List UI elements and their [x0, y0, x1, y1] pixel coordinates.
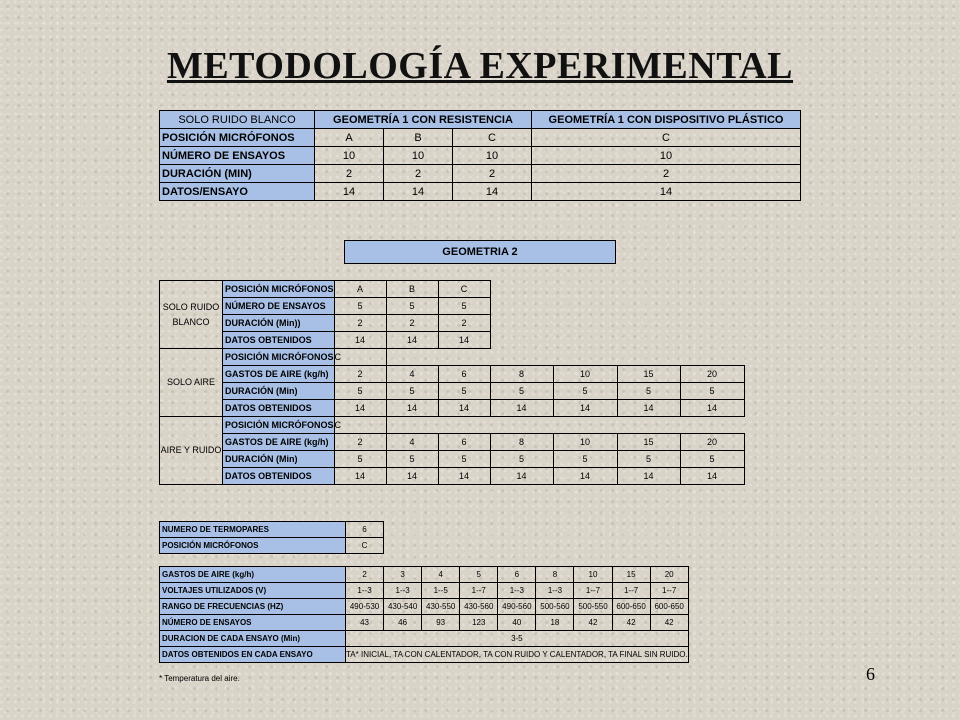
table-cell: 14: [386, 332, 438, 349]
table-cell: C: [438, 281, 490, 298]
empty-cell: [617, 349, 680, 366]
table-cell: 2: [438, 315, 490, 332]
table-row: [160, 147, 801, 165]
empty-cell: [438, 349, 490, 366]
table-cell: 4: [386, 366, 438, 383]
row-label: GASTOS DE AIRE (kg/h): [223, 366, 335, 383]
table-cell: 5: [334, 383, 386, 400]
table-cell: 123: [460, 615, 498, 631]
table-cell: 5: [438, 383, 490, 400]
table-cell: 10: [553, 366, 617, 383]
row-label: POSICIÓN MICRÓFONOS: [160, 129, 315, 147]
table-cell: 5: [553, 451, 617, 468]
table-cell: 42: [612, 615, 650, 631]
row-label: DATOS/ENSAYO: [160, 183, 315, 201]
table-cell: 14: [532, 183, 801, 201]
empty-cell: [490, 417, 553, 434]
row-label: DATOS OBTENIDOS: [223, 468, 335, 485]
table-row: [160, 468, 745, 485]
empty-cell: [680, 332, 744, 349]
empty-cell: [680, 417, 744, 434]
table-cell: 4: [386, 434, 438, 451]
table-cell: 5: [438, 298, 490, 315]
table-cell: 5: [490, 383, 553, 400]
table-cell: 8: [490, 366, 553, 383]
geometria-2-header: GEOMETRIA 2: [344, 240, 616, 264]
table-cell: C: [346, 538, 384, 554]
table-row: [160, 647, 689, 663]
row-label: DURACION DE CADA ENSAYO (Min): [160, 631, 346, 647]
table-cell: 14: [553, 468, 617, 485]
table-cell: 5: [386, 298, 438, 315]
table-cell: 600-650: [650, 599, 688, 615]
table-row: [160, 383, 745, 400]
table-cell: 2: [532, 165, 801, 183]
table-row: [160, 165, 801, 183]
table-cell: 15: [617, 434, 680, 451]
table-cell: 15: [617, 366, 680, 383]
table-cell: 14: [386, 468, 438, 485]
table-cell: 430-540: [384, 599, 422, 615]
table-cell: 18: [536, 615, 574, 631]
empty-cell: [490, 349, 553, 366]
table-row: [160, 615, 689, 631]
table-cell: 14: [334, 400, 386, 417]
table-cell: 14: [617, 468, 680, 485]
empty-cell: [680, 349, 744, 366]
group-label: SOLO AIRE: [160, 349, 223, 417]
table-cell: 5: [680, 451, 744, 468]
row-label: DURACIÓN (MIN): [160, 165, 315, 183]
table-cell: 5: [680, 383, 744, 400]
empty-cell: [617, 315, 680, 332]
table-cell: 46: [384, 615, 422, 631]
row-label: DURACIÓN (Min): [223, 383, 335, 400]
table-cell: 14: [490, 400, 553, 417]
table-cell: 5: [334, 451, 386, 468]
table-cell: C: [334, 349, 386, 366]
table-row: [160, 417, 745, 434]
empty-cell: [490, 298, 553, 315]
table-cell: 5: [386, 451, 438, 468]
table-cell: 6: [346, 522, 384, 538]
table-row: [160, 281, 745, 298]
table-cell: 2: [384, 165, 453, 183]
table-row: [160, 451, 745, 468]
table-cell: 8: [490, 434, 553, 451]
empty-cell: [386, 349, 438, 366]
empty-cell: [680, 315, 744, 332]
row-label: POSICIÓN MICRÓFONOS: [160, 538, 346, 554]
row-label: DATOS OBTENIDOS: [223, 400, 335, 417]
table-cell: 2: [346, 567, 384, 583]
empty-cell: [438, 417, 490, 434]
table-cell: 93: [422, 615, 460, 631]
table-cell: 10: [384, 147, 453, 165]
table-cell: 8: [536, 567, 574, 583]
table-cell: 1--3: [384, 583, 422, 599]
table-cell: 2: [334, 434, 386, 451]
empty-cell: [553, 281, 617, 298]
header-geometria-1-resistencia: GEOMETRÍA 1 CON RESISTENCIA: [315, 111, 532, 129]
table-gastos-aire: [159, 566, 689, 663]
row-label: POSICIÓN MICRÓFONOS: [223, 281, 335, 298]
row-label: RANGO DE FRECUENCIAS (HZ): [160, 599, 346, 615]
table-cell: 5: [617, 383, 680, 400]
group-label: AIRE Y RUIDO: [160, 417, 223, 485]
empty-cell: [490, 315, 553, 332]
table-cell: 1--7: [460, 583, 498, 599]
table-row: [160, 315, 745, 332]
table-row: [160, 183, 801, 201]
table-cell: 2: [386, 315, 438, 332]
table-cell: 10: [532, 147, 801, 165]
table-cell: 15: [612, 567, 650, 583]
row-label: NÚMERO DE ENSAYOS: [160, 615, 346, 631]
table-geometria-1: [159, 110, 801, 201]
table-cell: 1--3: [536, 583, 574, 599]
row-label: VOLTAJES UTILIZADOS (V): [160, 583, 346, 599]
table-cell: 2: [453, 165, 532, 183]
table-cell: B: [384, 129, 453, 147]
footnote: * Temperatura del aire.: [159, 674, 240, 683]
table-cell: 430-560: [460, 599, 498, 615]
table-cell: 14: [386, 400, 438, 417]
table-cell: 430-550: [422, 599, 460, 615]
empty-cell: [617, 417, 680, 434]
empty-cell: [386, 417, 438, 434]
table-cell: 5: [553, 383, 617, 400]
table-cell: 14: [384, 183, 453, 201]
row-label: NÚMERO DE ENSAYOS: [223, 298, 335, 315]
row-label: GASTOS DE AIRE (kg/h): [160, 567, 346, 583]
table-cell: C: [453, 129, 532, 147]
empty-cell: [553, 315, 617, 332]
table-cell: 4: [422, 567, 460, 583]
empty-cell: [553, 417, 617, 434]
table-cell: 14: [438, 468, 490, 485]
table-cell: 5: [460, 567, 498, 583]
header-geometria-1-dispositivo: GEOMETRÍA 1 CON DISPOSITIVO PLÁSTICO: [532, 111, 801, 129]
page-title: METODOLOGÍA EXPERIMENTAL: [166, 45, 794, 87]
table-row: [160, 434, 745, 451]
table-cell: 42: [574, 615, 612, 631]
row-label: DURACIÓN (Min): [223, 451, 335, 468]
table-cell: 14: [680, 400, 744, 417]
table-cell: 20: [680, 434, 744, 451]
row-label: DATOS OBTENIDOS: [223, 332, 335, 349]
table-cell: 5: [334, 298, 386, 315]
table-cell: 5: [490, 451, 553, 468]
table-geometria-2: [159, 280, 745, 485]
table-cell: 1--7: [650, 583, 688, 599]
table-row: [160, 298, 745, 315]
page-number: 6: [866, 664, 875, 684]
empty-cell: [553, 298, 617, 315]
empty-cell: [617, 281, 680, 298]
table-cell: 42: [650, 615, 688, 631]
table-cell: 1--3: [346, 583, 384, 599]
table-cell: 3-5: [346, 631, 689, 647]
table-cell: 2: [334, 315, 386, 332]
table-cell: 600-650: [612, 599, 650, 615]
row-label: DATOS OBTENIDOS EN CADA ENSAYO: [160, 647, 346, 663]
row-label: POSICIÓN MICRÓFONOS: [223, 417, 335, 434]
table-row: [160, 538, 384, 554]
table-cell: 6: [438, 366, 490, 383]
table-cell: B: [386, 281, 438, 298]
table-cell: 40: [498, 615, 536, 631]
table-cell: 6: [498, 567, 536, 583]
table-cell: 10: [574, 567, 612, 583]
table-cell: 20: [680, 366, 744, 383]
table-cell: 1--3: [498, 583, 536, 599]
row-label: GASTOS DE AIRE (kg/h): [223, 434, 335, 451]
empty-cell: [490, 281, 553, 298]
table-cell: 6: [438, 434, 490, 451]
empty-cell: [617, 298, 680, 315]
table-cell: A: [315, 129, 384, 147]
table-cell: 1--7: [574, 583, 612, 599]
table-cell: A: [334, 281, 386, 298]
table-cell: 5: [386, 383, 438, 400]
table-cell: 500-560: [536, 599, 574, 615]
table-cell: 14: [334, 332, 386, 349]
table-row: [160, 522, 384, 538]
table-row: [160, 400, 745, 417]
table-row: [160, 349, 745, 366]
table-cell: 490-560: [498, 599, 536, 615]
table-cell: 1--5: [422, 583, 460, 599]
table-cell: 14: [315, 183, 384, 201]
table-cell: C: [334, 417, 386, 434]
table-header-row: [160, 111, 801, 129]
empty-cell: [617, 332, 680, 349]
table-cell: TA* INICIAL, TA CON CALENTADOR, TA CON RUIDO Y CALENTADOR, TA FINAL SIN RUIDO.: [346, 647, 689, 663]
table-row: [160, 599, 689, 615]
table-cell: 14: [617, 400, 680, 417]
table-row: [160, 567, 689, 583]
table-cell: C: [532, 129, 801, 147]
table-cell: 2: [334, 366, 386, 383]
group-label: SOLO RUIDO BLANCO: [160, 281, 223, 349]
table-cell: 1--7: [612, 583, 650, 599]
empty-cell: [490, 332, 553, 349]
table-cell: 14: [680, 468, 744, 485]
table-cell: 14: [438, 400, 490, 417]
row-label: POSICIÓN MICRÓFONOS: [223, 349, 335, 366]
table-row: [160, 583, 689, 599]
table-cell: 14: [553, 400, 617, 417]
empty-cell: [553, 349, 617, 366]
table-row: [160, 366, 745, 383]
empty-cell: [553, 332, 617, 349]
table-cell: 2: [315, 165, 384, 183]
table-termopares: [159, 521, 384, 554]
table-row: [160, 332, 745, 349]
table-cell: 20: [650, 567, 688, 583]
table-row: [160, 631, 689, 647]
table-cell: 43: [346, 615, 384, 631]
empty-cell: [680, 281, 744, 298]
table-cell: 5: [438, 451, 490, 468]
row-label: NÚMERO DE ENSAYOS: [160, 147, 315, 165]
table-cell: 10: [553, 434, 617, 451]
table-cell: 14: [490, 468, 553, 485]
row-label: DURACIÓN (Min)): [223, 315, 335, 332]
table-cell: 10: [315, 147, 384, 165]
table-cell: 14: [453, 183, 532, 201]
empty-cell: [680, 298, 744, 315]
table-cell: 3: [384, 567, 422, 583]
table-cell: 5: [617, 451, 680, 468]
table-cell: 10: [453, 147, 532, 165]
table-row: [160, 129, 801, 147]
table-cell: 500-550: [574, 599, 612, 615]
table-cell: 14: [438, 332, 490, 349]
row-label: NUMERO DE TERMOPARES: [160, 522, 346, 538]
table-cell: 490-530: [346, 599, 384, 615]
header-solo-ruido-blanco: SOLO RUIDO BLANCO: [160, 111, 315, 129]
table-cell: 14: [334, 468, 386, 485]
